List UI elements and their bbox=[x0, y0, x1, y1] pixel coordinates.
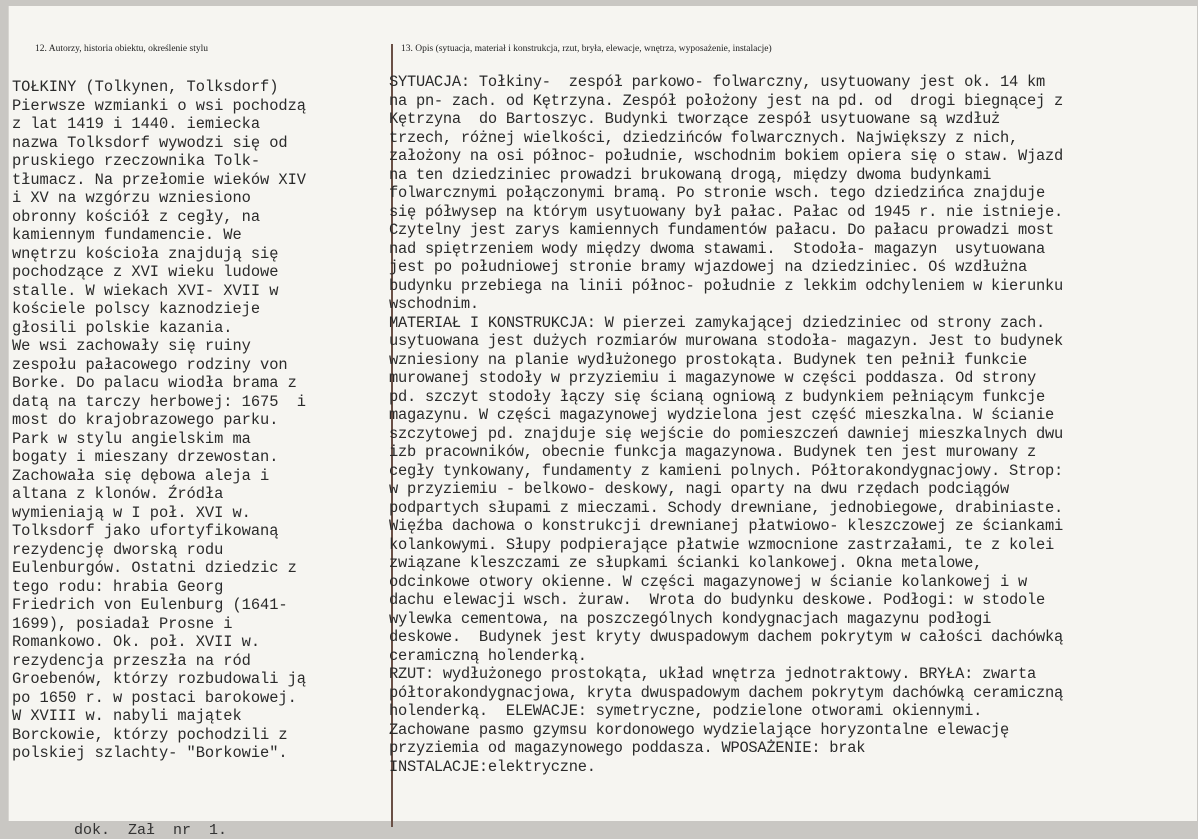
history-line: altana z klonów. Źródła bbox=[12, 485, 224, 503]
right-section-heading: 13. Opis (sytuacja, materiał i konstrukcja, rzut, bryła, elewacje, wnętrza, wyposażenie, instalacje) bbox=[401, 44, 772, 54]
history-line: wnętrzu kościoła znajdują się bbox=[12, 244, 279, 263]
description-line: murowanej stodoły w przyziemiu i magazynowe w części poddasza. Od strony bbox=[389, 369, 1036, 387]
history-line: wymieniają w I poł. XVI w. bbox=[12, 503, 251, 522]
description-line: izb pracowników, obecnie funkcja magazynowa. Budynek ten jest murowany z bbox=[389, 443, 1036, 461]
history-line: Groebenów, którzy rozbudowali ją bbox=[12, 670, 306, 688]
description-line: założony na osi północ- południe, wschodnim bokiem opiera się o staw. Wjazd bbox=[389, 147, 1063, 165]
description-line: przyziemia od magazynowego poddasza. WPOSAŻENIE: brak bbox=[389, 739, 866, 757]
description-line: folwarcznymi połączonymi bramą. Po stronie wsch. tego dziedzińca znajduje bbox=[389, 184, 1045, 202]
history-line: głosili polskie kazania. bbox=[12, 318, 233, 337]
history-line: tłumacz. Na przełomie wieków XIV bbox=[12, 170, 306, 189]
description-line: usytuowana jest dużych rozmiarów murowana stodoła- magazyn. Jest to budynek bbox=[389, 332, 1063, 350]
description-line: budynku przebiega na linii północ- południe z lekkim odchyleniem w kierunku bbox=[389, 276, 1063, 295]
description-line: wschodnim. bbox=[389, 295, 479, 313]
history-line: kamiennym fundamencie. We bbox=[12, 226, 242, 244]
description-line: ceramiczną holenderką. bbox=[389, 646, 587, 665]
history-line: Borke. Do palacu wiodła brama z bbox=[12, 374, 297, 392]
footer-note: dok. Zał nr 1. bbox=[74, 822, 228, 839]
description-line: holenderką. ELEWACJE: symetryczne, podzielone otworami okiennymi. bbox=[389, 702, 983, 720]
history-line: W XVIII w. nabyli majątek bbox=[12, 707, 242, 725]
history-line: tego rodu: hrabia Georg bbox=[12, 577, 224, 596]
history-line: pochodzące z XVI wieku ludowe bbox=[12, 263, 279, 281]
history-line: kościele polscy kaznodzieje bbox=[12, 300, 261, 318]
history-line: Eulenburgów. Ostatni dziedzic z bbox=[12, 559, 297, 577]
history-line: zespołu pałacowego rodziny von bbox=[12, 355, 288, 374]
description-line: na ten dziedziniec prowadzi brukowaną drogą, między dwoma budynkami bbox=[389, 165, 992, 184]
description-line: jest po południowej stronie bramy wjazdowej na dziedziniec. Oś wzdłużna bbox=[389, 258, 1027, 276]
description-line: trzech, różnej wielkości, dziedzińców folwarcznych. Największy z nich, bbox=[389, 128, 1019, 147]
description-line: pd. szczyt stodoły łączy się ścianą ogniową z budynkiem pełniącym funkcje bbox=[389, 387, 1045, 406]
history-line: obronny kościół z cegły, na bbox=[12, 207, 261, 226]
description-line: wzniesiony na planie wydłużonego prostokąta. Budynek ten pełnił funkcie bbox=[389, 350, 1027, 369]
history-line: pruskiego rzeczownika Tolk- bbox=[12, 152, 261, 170]
description-line: kolankowymi. Słupy podpierające płatwie wzmocnione zastrzałami, te z kolei bbox=[389, 535, 1054, 554]
history-line: rezydencję dworską rodu bbox=[12, 540, 224, 559]
description-text bbox=[389, 73, 1063, 776]
description-line: na pn- zach. od Kętrzyna. Zespół położony jest na pd. od drogi biegnącej z bbox=[389, 91, 1063, 110]
history-line: stalle. W wiekach XVI- XVII w bbox=[12, 281, 279, 300]
history-line: bogaty i mieszany drzewostan. bbox=[12, 448, 279, 466]
history-line: Romankowo. Ok. poł. XVII w. bbox=[12, 633, 261, 651]
description-line: cegły tynkowany, fundamenty z kamieni polnych. Półtorakondygnacjowy. Strop: bbox=[389, 461, 1063, 480]
description-line: w przyziemiu - belkowo- deskowy, nagi oparty na dwu rzędach podciągów bbox=[389, 480, 1010, 498]
description-line: się półwysep na którym usytuowany był pałac. Pałac od 1945 r. nie istnieje. bbox=[389, 202, 1063, 221]
history-line: datą na tarczy herbowej: 1675 i bbox=[12, 392, 306, 411]
description-line: wylewka cementowa, na poszczególnych kondygnacjach magazynu podłogi bbox=[389, 609, 992, 628]
description-line: szczytowej pd. znajduje się wejście do pomieszczeń dawniej mieszkalnych dwu bbox=[389, 424, 1063, 443]
description-line: SYTUACJA: Tołkiny- zespół parkowo- folwarczny, usytuowany jest ok. 14 km bbox=[389, 73, 1045, 91]
description-line: nad spiętrzeniem wody między dwoma stawami. Stodoła- magazyn usytuowana bbox=[389, 239, 1045, 258]
description-line: INSTALACJE:elektryczne. bbox=[389, 757, 596, 776]
history-line: nazwa Tolksdorf wywodzi się od bbox=[12, 133, 288, 152]
history-line: Park w stylu angielskim ma bbox=[12, 429, 251, 448]
description-line: Zachowane pasmo gzymsu kordonowego wydzielające horyzontalne elewację bbox=[389, 720, 1010, 739]
description-line: Kętrzyna do Bartoszyc. Budynki tworzące zespół usytuowane są wzdłuż bbox=[389, 110, 1001, 128]
history-line: rezydencja przeszła na ród bbox=[12, 651, 251, 670]
history-line: polskiej szlachty- "Borkowie". bbox=[12, 744, 288, 762]
description-line: deskowe. Budynek jest kryty dwuspadowym dachem pokrytym w całości dachówką bbox=[389, 628, 1063, 646]
history-line: Borckowie, którzy pochodzili z bbox=[12, 725, 288, 744]
history-line: i XV na wzgórzu wzniesiono bbox=[12, 189, 251, 207]
description-line: półtorakondygnacjowa, kryta dwuspadowym dachem pokrytym dachówką ceramiczną bbox=[389, 683, 1063, 702]
description-line: odcinkowe otwory okienne. W części magazynowej w ścianie kolankowej i w bbox=[389, 572, 1027, 591]
left-section-heading: 12. Autorzy, historia obiektu, określenie stylu bbox=[35, 44, 208, 54]
history-line: We wsi zachowały się ruiny bbox=[12, 337, 251, 355]
history-line: Zachowała się dębowa aleja i bbox=[12, 466, 270, 485]
history-text bbox=[12, 78, 306, 763]
history-line: po 1650 r. w postaci barokowej. bbox=[12, 688, 297, 707]
description-line: dachu elewacji wsch. żuraw. Wrota do budynku deskowe. Podłogi: w stodole bbox=[389, 591, 1045, 609]
history-line: Pierwsze wzmianki o wsi pochodzą bbox=[12, 96, 306, 115]
description-line: Więźba dachowa o konstrukcji drewnianej płatwiowo- kleszczowej ze ściankami bbox=[389, 517, 1063, 535]
history-line: Tolksdorf jako ufortyfikowaną bbox=[12, 522, 279, 540]
history-line: most do krajobrazowego parku. bbox=[12, 411, 279, 429]
history-line: z lat 1419 i 1440. iemiecka bbox=[12, 115, 261, 133]
history-line: TOŁKINY (Tolkynen, Tolksdorf) bbox=[12, 78, 279, 96]
description-line: związane kleszczami ze słupkami ścianki kolankowej. Okna metalowe, bbox=[389, 554, 983, 572]
description-line: RZUT: wydłużonego prostokąta, układ wnętrza jednotraktowy. BRYŁA: zwarta bbox=[389, 665, 1036, 683]
history-line: 1699), posiadał Prosne i bbox=[12, 614, 233, 633]
history-line: Friedrich von Eulenburg (1641- bbox=[12, 596, 288, 614]
description-line: Czytelny jest zarys kamiennych fundamentów pałacu. Do pałacu prowadzi most bbox=[389, 221, 1054, 239]
description-line: magazynu. W części magazynowej wydzielona jest część mieszkalna. W ścianie bbox=[389, 406, 1054, 424]
description-line: MATERIAŁ I KONSTRUKCJA: W pierzei zamykającej dziedziniec od strony zach. bbox=[389, 313, 1045, 332]
description-line: podpartych słupami z mieczami. Schody drewniane, jednobiegowe, drabiniaste. bbox=[389, 498, 1063, 517]
